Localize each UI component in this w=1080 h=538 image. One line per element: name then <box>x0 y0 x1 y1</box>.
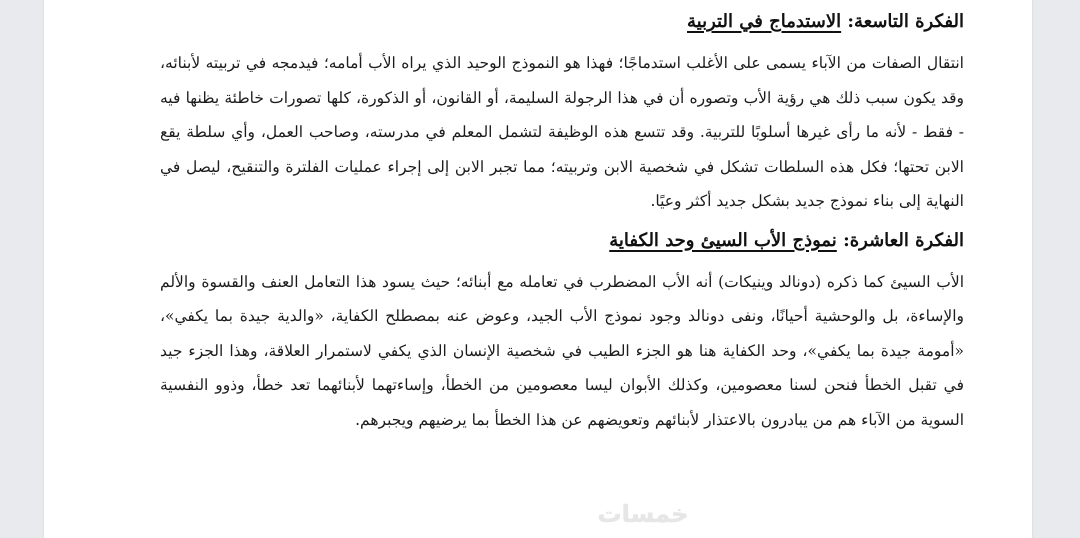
section-9-paragraph: انتقال الصفات من الآباء يسمى على الأغلب استدماجًا؛ فهذا هو النموذج الوحيد الذي يراه الأب أمامه؛ فيدمجه في تربيته لأبنائه، وقد يكون سبب ذلك هي رؤية الأب وتصوره أن في هذا الرجولة السليمة، أو القانون، أو الذكورة، كلها تصورات خاطئة يظنها فيه - فقط - لأنه ما رأى غيرها أسلوبًا للتربية. وقد تتسع هذه الوظيفة لتشمل المعلم في مدرسته، وصاحب العمل، وأي سلطة يقع الابن تحتها؛ فكل هذه السلطات تشكل في شخصية الابن وتربيته؛ مما تجبر الابن إلى إجراء عمليات الفلترة والتنقيح، ليصل في النهاية إلى بناء نموذج جديد بشكل جديد أكثر وعيًا. <box>160 54 964 210</box>
section-10-heading-label: الفكرة العاشرة <box>849 229 964 251</box>
section-10-heading <box>160 225 964 257</box>
section-10-heading-title: نموذج الأب السيئ وحد الكفاية <box>609 229 837 251</box>
section-10-heading-separator: : <box>836 229 850 251</box>
document-content <box>160 6 964 443</box>
section-9-heading-title: الاستدماج في التربية <box>687 11 842 32</box>
section-10-paragraph: الأب السيئ كما ذكره (دونالد وينيكات) أنه الأب المضطرب في تعامله مع أبنائه؛ حيث يسود هذا التعامل العنف والقسوة والألم والإساءة، بل والوحشية أحيانًا، ونفى دونالد وجود نموذج الأب الجيد، وعوض عنه بمصطلح الكفاية، «والدية جيدة بما يكفي»، «أمومة جيدة بما يكفي»، وحد الكفاية هنا هو الجزء الطيب في شخصية الإنسان الذي يكفي لاستمرار العلاقة، وهذا الجزء جيد في تقبل الخطأ فنحن لسنا معصومين، وكذلك الأبوان ليسا معصومين من الخطأ، وإساءتهما لأبنائهما تعد خطأ، وذوو النفسية السوية من الآباء هم من يبادرون بالاعتذار لأبنائهم وتعويضهم عن هذا الخطأ بما يرضيهم ويجبرهم. <box>160 272 964 429</box>
document-page <box>44 0 1032 538</box>
watermark-text: خمسات <box>598 500 688 528</box>
section-9-heading-separator: : <box>841 11 855 32</box>
watermark-logo <box>598 496 688 532</box>
section-9-heading <box>160 6 964 38</box>
section-9-heading-label: الفكرة التاسعة <box>854 11 964 32</box>
